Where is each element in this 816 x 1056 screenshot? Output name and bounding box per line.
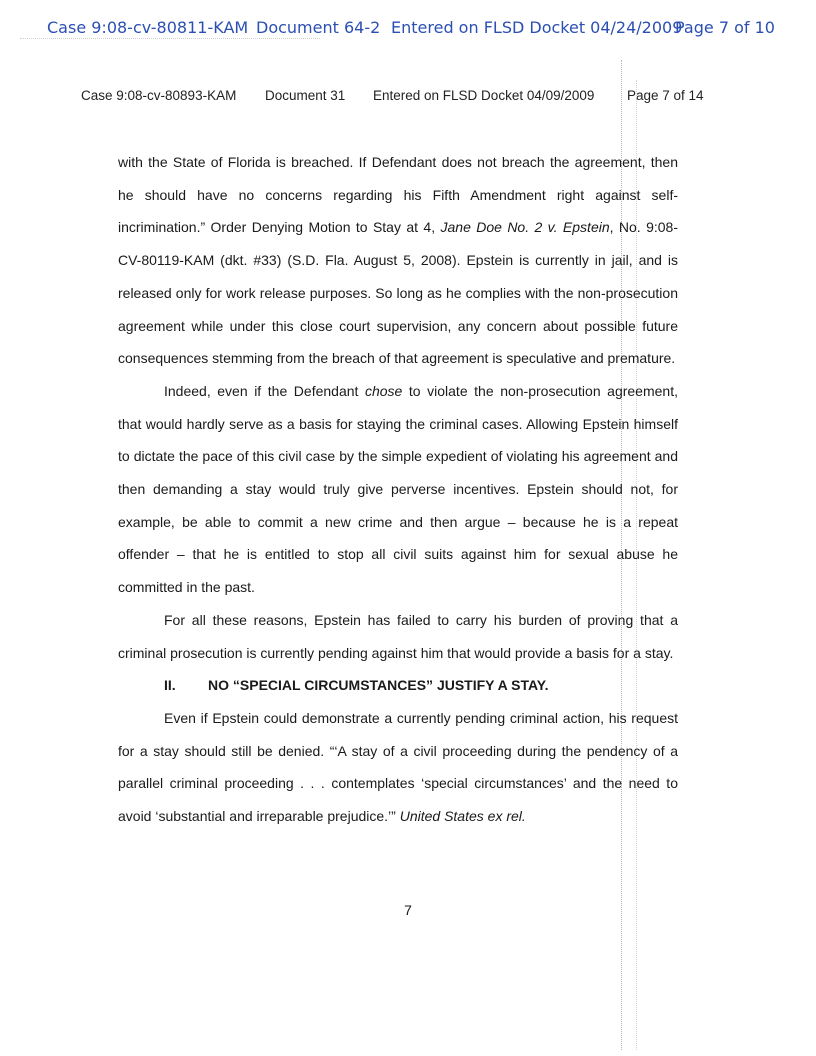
paragraph: with the State of Florida is breached. If Defendant does not breach the agreement, then he should have no concerns regarding his Fifth Amendment right against self-incrimination.” Order Denying Motion to Stay at 4, Jane Doe No. 2 v. Epstein, No. 9:08-CV-80119-KAM (dkt. #33) (S.D. Fla. August 5, 2008). Epstein is currently in jail, and is released only for work release purposes. So long as he complies with the non-prosecution agreement while under this close court supervision, any concern about possible future consequences stemming from the breach of that agreement is speculative and premature.: [118, 154, 678, 367]
emphasis: chose: [364, 382, 403, 399]
paragraph: Even if Epstein could demonstrate a currently pending criminal action, his request for a stay should still be denied. “‘A stay of a civil proceeding during the pendency of a parallel criminal proceeding . . . contemplates ‘special circumstances’ and the need to avoid ‘substantial and irreparable prejudice.’” United States ex rel.: [118, 709, 678, 825]
header-page-count: Page 7 of 14: [627, 88, 704, 103]
document-body: [118, 146, 678, 833]
section-title: NO “SPECIAL CIRCUMSTANCES” JUSTIFY A STAY.: [208, 677, 549, 694]
header-case-number: Case 9:08-cv-80893-KAM: [81, 88, 237, 103]
header-entered-date: Entered on FLSD Docket 04/09/2009: [373, 88, 595, 103]
stamp-page-count: Page 7 of 10: [675, 18, 775, 37]
filing-stamp: [0, 18, 816, 42]
stamp-entered-date: Entered on FLSD Docket 04/24/2009: [391, 18, 683, 37]
stamp-document-number: Document 64-2: [256, 18, 381, 37]
paragraph: For all these reasons, Epstein has failed to carry his burden of proving that a criminal prosecution is currently pending against him that would provide a basis for a stay.: [118, 611, 678, 661]
header-document-number: Document 31: [265, 88, 346, 103]
case-citation: United States ex rel.: [399, 808, 526, 825]
stamp-case-number: Case 9:08-cv-80811-KAM: [47, 18, 249, 37]
section-heading: [118, 669, 678, 702]
page-number: 7: [404, 902, 412, 918]
section-number: II.: [164, 677, 176, 694]
paragraph: Indeed, even if the Defendant chose to violate the non-prosecution agreement, that would hardly serve as a basis for staying the criminal cases. Allowing Epstein himself to dictate the pace of this civil case by the simple expedient of violating his agreement and then demanding a stay would truly give perverse incentives. Epstein should not, for example, be able to commit a new crime and then argue – because he is a repeat offender – that he is entitled to stop all civil suits against him for sexual abuse he committed in the past.: [118, 382, 678, 596]
case-citation: Jane Doe No. 2 v. Epstein: [440, 219, 610, 236]
